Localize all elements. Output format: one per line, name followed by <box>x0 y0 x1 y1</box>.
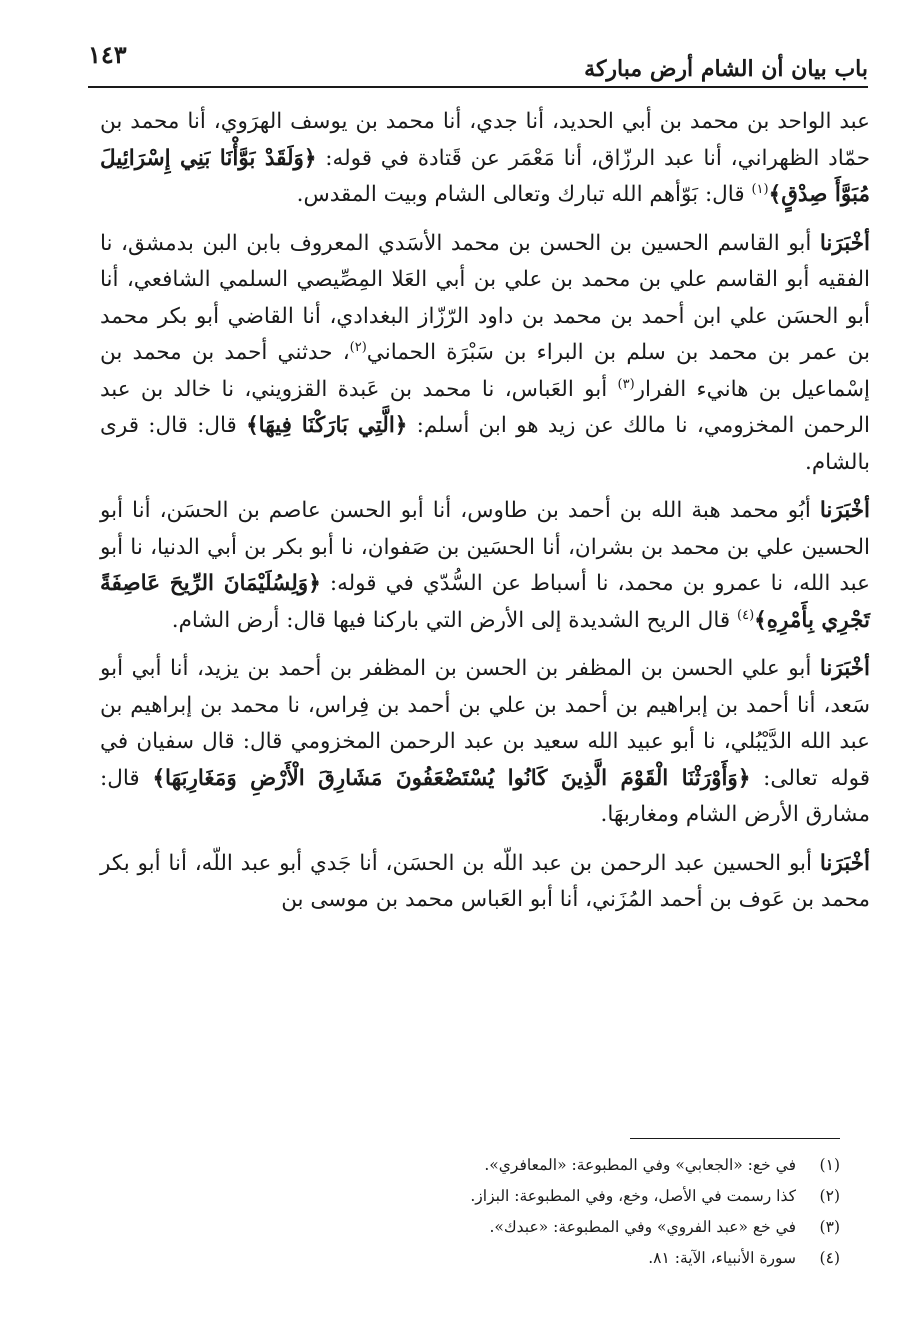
footnote-ref: (٣) <box>617 376 635 392</box>
footnote-text: في خع «عبد الفروي» وفي المطبوعة: «عبدك». <box>489 1218 796 1236</box>
quran-quote: ﴿وَلِسُلَيْمَانَ الرِّيحَ عَاصِفَةً تَجْرِي بِأَمْرِهِ﴾ <box>100 571 870 633</box>
footnote-number: (٤) <box>819 1249 840 1267</box>
text-segment: قال الريح الشديدة إلى الأرض التي باركنا فيها قال: أرض الشام. <box>171 607 738 633</box>
akhbarana-keyword: أخْبَرَنا <box>819 656 870 681</box>
footnote-text: سورة الأنبياء، الآية: ٨١. <box>648 1249 796 1267</box>
quran-quote: ﴿وَأَوْرَثْنَا الْقَوْمَ الَّذِينَ كَانُوا يُسْتَضْعَفُونَ مَشَارِقَ الْأَرْضِ وَمَغَارِبَهَا﴾ <box>152 765 751 791</box>
text-segment: أبو الحسين عبد الرحمن بن عبد اللّه بن الحسَن، أنا جَدي أبو عبد اللّه، أنا أبو بكر محمد بن عَوف بن أحمد المُزَني، أنا أبو العَباس محمد بن موسى بن <box>100 850 870 912</box>
footnote-number: (٢) <box>819 1187 840 1205</box>
text-segment: عبد الواحد بن محمد بن أبي الحديد، أنا جدي، أنا محمد بن يوسف الهرَوي، أنا محمد بن حمّاد الظهراني، أنا عبد الرزّاق، أنا مَعْمَر عن قَتادة في قوله: <box>100 109 870 171</box>
text-segment: أبو القاسم الحسين بن الحسن بن محمد الأسَدي المعروف بابن البن بدمشق، نا الفقيه أبو القاسم علي بن محمد بن علي بن أبي العَلا المِصِّيصي السلمي الشافعي، أنا أبو الحسَن علي ابن أحمد بن محمد بن داود الرّزّاز البغدادي، أنا القاضي أبو بكر محمد بن عمر بن محمد بن سلم بن البراء بن سَبْرَة الحماني <box>100 230 871 365</box>
quran-quote: ﴿الَّتِي بَارَكْنَا فِيهَا﴾ <box>246 413 408 438</box>
footnote-ref: (٤) <box>737 607 755 623</box>
text-segment: ، حدثني أحمد بن محمد بن إسْماعيل بن هانيء الفرار <box>100 340 870 402</box>
footnote-text: في خع: «الجعابي» وفي المطبوعة: «المعافري». <box>484 1156 796 1174</box>
footnote-number: (١) <box>819 1156 840 1174</box>
footnote-ref: (٢) <box>349 339 367 355</box>
text-segment: قال: مشارق الأرض الشام ومغاربهَا. <box>100 765 870 827</box>
text-segment: أبو العَباس، نا محمد بن عَبدة القزويني، نا خالد بن عبد الرحمن المخزومي، نا مالك عن زيد هو ابن أسلم: <box>100 376 871 438</box>
paragraph <box>100 846 870 919</box>
footnote <box>300 1150 840 1181</box>
text-segment: أبُو محمد هبة الله بن أحمد بن طاوس، أنا أبو الحسن عاصم بن الحسَن، أنا أبو الحسين علي بن محمد بن بشران، أنا الحسَين بن صَفوان، نا أبو بكر بن أبي الدنيا، نا أبو عبد الله، نا عمرو بن محمد، نا أسباط عن السُّدّي في قوله: <box>100 498 870 596</box>
quran-quote: ﴿وَلَقَدْ بَوَّأْنَا بَنِي إِسْرَائِيلَ مُبَوَّأَ صِدْقٍ﴾ <box>100 145 870 207</box>
text-segment: قال: قال: قرى بالشام. <box>100 413 870 475</box>
akhbarana-keyword: أخْبَرَنا <box>819 230 870 256</box>
main-text <box>100 104 870 931</box>
footnote-ref: (١) <box>751 181 769 197</box>
text-segment: قال: بَوّأهم الله تبارك وتعالى الشام وبيت المقدس. <box>296 182 752 207</box>
page-number: ١٤٣ <box>88 40 127 69</box>
akhbarana-keyword: أخْبَرَنا <box>819 498 870 523</box>
running-header <box>88 40 868 88</box>
footnote <box>300 1212 840 1243</box>
footnotes <box>300 1150 840 1274</box>
chapter-title: باب بيان أن الشام أرض مباركة <box>584 56 868 82</box>
paragraph <box>100 226 870 482</box>
footnote <box>300 1243 840 1274</box>
text-segment: أبو علي الحسن بن المظفر بن الحسن بن المظفر بن أحمد بن يزيد، أنا أبي أبو سَعد، أنا أحمد بن إبراهيم بن أحمد بن علي بن أحمد بن فِراس، نا محمد بن إبراهيم بن عبد الله الدَّيْبُلي، نا أبو عبيد الله سعيد بن عبد الرحمن المخزومي قال: قال سفيان في قوله تعالى: <box>100 656 870 791</box>
footnote-separator <box>630 1138 840 1139</box>
paragraph <box>100 651 870 834</box>
footnote <box>300 1181 840 1212</box>
akhbarana-keyword: أخْبَرَنا <box>819 850 870 876</box>
paragraph <box>100 104 870 214</box>
paragraph <box>100 493 870 639</box>
footnote-text: كذا رسمت في الأصل، وخع، وفي المطبوعة: البزاز. <box>470 1187 796 1205</box>
footnote-number: (٣) <box>819 1218 840 1236</box>
